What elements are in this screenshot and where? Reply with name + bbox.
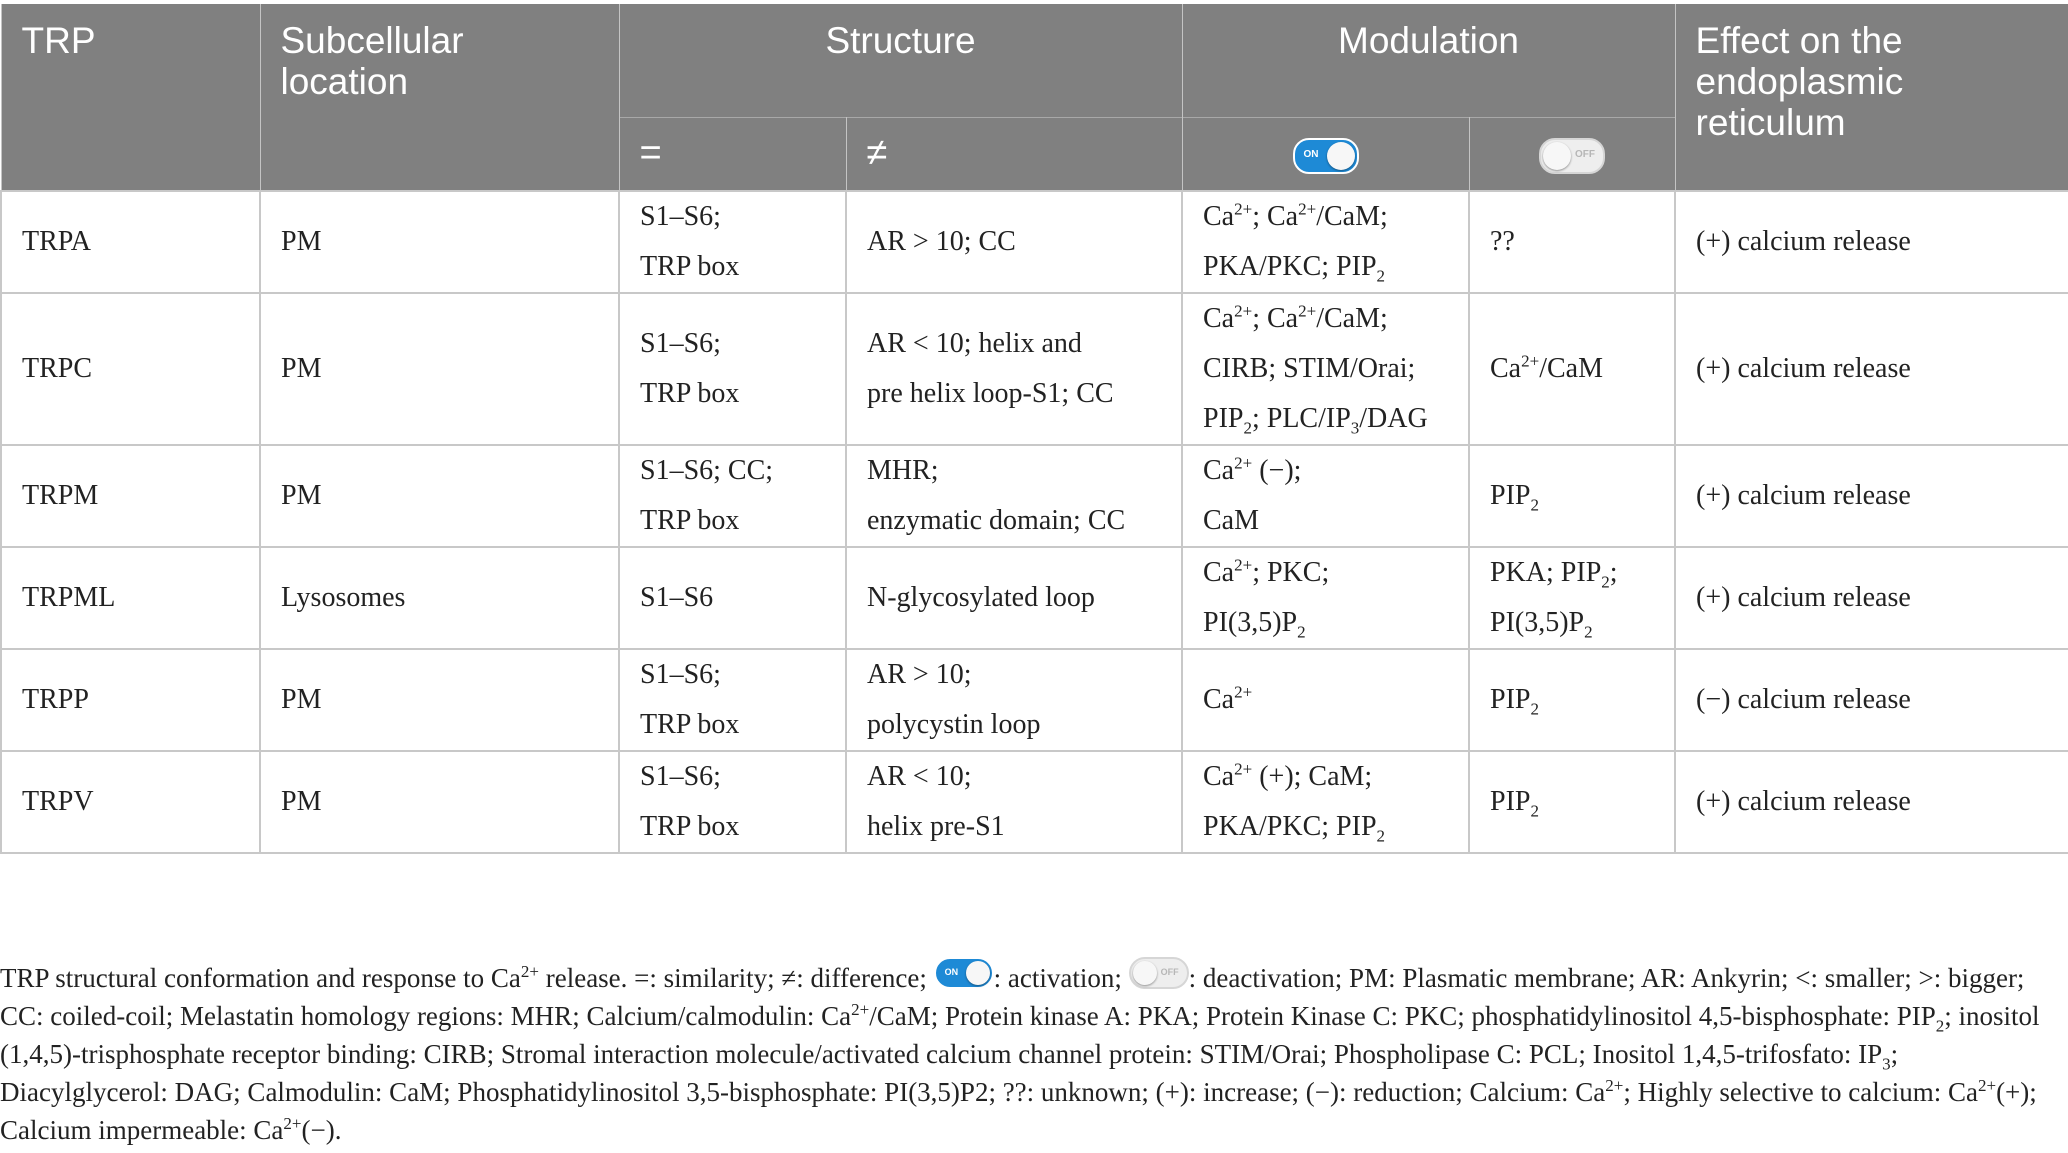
cell-similarity-line: S1–S6; xyxy=(640,200,721,232)
cell-effect: (+) calcium release xyxy=(1675,751,2068,853)
cell-activation-line: $Ca^{2+}$; $Ca^{2+}$/CaM; xyxy=(1203,199,1388,232)
cell-trp: TRPV xyxy=(1,751,260,853)
footnote-activation: : activation; xyxy=(993,963,1129,993)
cell-deactivation xyxy=(1469,293,1675,445)
cell-similarity xyxy=(619,649,846,751)
header-effect-line: reticulum xyxy=(1695,102,1846,143)
cell-similarity-line: S1–S6; CC; xyxy=(640,454,774,486)
cell-location: PM xyxy=(260,191,619,293)
cell-deactivation-line: $PIP_2$ xyxy=(1490,479,1539,515)
cell-similarity xyxy=(619,445,846,547)
trp-table xyxy=(0,4,2068,854)
cell-similarity xyxy=(619,547,846,649)
cell-location: PM xyxy=(260,293,619,445)
header-effect xyxy=(1675,4,2068,191)
cell-deactivation xyxy=(1469,445,1675,547)
cell-activation-line: CIRB; STIM/Orai; xyxy=(1203,352,1416,384)
cell-deactivation-line: $Ca^{2+}$/CaM xyxy=(1490,351,1603,384)
cell-similarity xyxy=(619,191,846,293)
cell-deactivation-line: PKA; $PIP_2$; xyxy=(1490,556,1618,592)
table-row xyxy=(1,293,2068,445)
table-body xyxy=(1,191,2068,853)
toggle-on-icon: ON xyxy=(934,957,994,989)
cell-location: Lysosomes xyxy=(260,547,619,649)
cell-activation-line: $Ca^{2+}$ (−); xyxy=(1203,453,1302,486)
cell-deactivation-line: $PIP_2$ xyxy=(1490,785,1539,821)
toggle-off-icon: OFF xyxy=(1129,957,1189,989)
cell-deactivation xyxy=(1469,649,1675,751)
cell-effect: (−) calcium release xyxy=(1675,649,2068,751)
cell-difference xyxy=(846,191,1182,293)
cell-difference-line: AR < 10; xyxy=(867,760,972,792)
cell-difference-line: enzymatic domain; CC xyxy=(867,504,1126,536)
cell-trp: TRPC xyxy=(1,293,260,445)
footnote-abbreviations: : deactivation; PM: Plasmatic membrane; AR: Ankyrin; <: smaller; >: bigger; CC: coiled-coil; Melastatin homology regions: MHR; Calcium/calmodulin: $Ca^{2+}$/CaM; Protein kinase A: PKA; Protein Kinase C: PKC; phosphatidylinositol 4,5-bisphosphate: $PIP_2$; inositol (1,4,5)-trisphosphate receptor binding: CIRB; Stromal interaction molecule/activated calcium channel protein: STIM/Orai; Phospholipase C: PCL; Inositol 1,4,5-trifosfato: $IP_3$; Diacylglycerol: DAG; Calmodulin: CaM; Phosphatidylinositol 3,5-bisphosphate: PI(3,5)P2; ??: unknown; (+): increase; (−): reduction; Calcium: $Ca^{2+}$; Highly selective to calcium: $Ca^{2+}(+)$; Calcium impermeable: $Ca^{2+}(-)$. xyxy=(0,963,2040,1145)
cell-activation xyxy=(1182,445,1469,547)
header-location-line: Subcellular xyxy=(280,20,464,61)
cell-activation-line: $PI(3,5)P_2$ xyxy=(1203,606,1306,642)
cell-difference xyxy=(846,445,1182,547)
cell-activation-line: PKA/PKC; $PIP_2$ xyxy=(1203,810,1386,846)
toggle-off-icon: OFF xyxy=(1539,138,1605,174)
cell-deactivation-line: ?? xyxy=(1490,225,1515,257)
header-modulation: Modulation xyxy=(1182,4,1675,117)
header-difference: ≠ xyxy=(846,117,1182,191)
header-subcellular-location xyxy=(260,4,619,191)
header-effect-line: Effect on the xyxy=(1695,20,1903,61)
table-row xyxy=(1,191,2068,293)
cell-activation-line: PKA/PKC; $PIP_2$ xyxy=(1203,250,1386,286)
cell-similarity-line: TRP box xyxy=(640,250,740,282)
cell-trp: TRPA xyxy=(1,191,260,293)
cell-effect: (+) calcium release xyxy=(1675,293,2068,445)
cell-activation xyxy=(1182,751,1469,853)
header-trp: TRP xyxy=(1,4,260,191)
cell-difference-line: polycystin loop xyxy=(867,708,1041,740)
cell-similarity-line: S1–S6; xyxy=(640,760,721,792)
cell-effect: (+) calcium release xyxy=(1675,445,2068,547)
cell-similarity-line: S1–S6; xyxy=(640,327,721,359)
cell-activation xyxy=(1182,191,1469,293)
cell-similarity-line: S1–S6 xyxy=(640,581,714,613)
header-effect-line: endoplasmic xyxy=(1695,61,1904,102)
cell-deactivation xyxy=(1469,751,1675,853)
cell-difference xyxy=(846,751,1182,853)
cell-activation-line: CaM xyxy=(1203,504,1259,536)
cell-similarity-line: TRP box xyxy=(640,377,740,409)
cell-deactivation xyxy=(1469,191,1675,293)
table-footnote xyxy=(0,957,2060,1149)
cell-difference-line: AR > 10; xyxy=(867,658,972,690)
cell-activation xyxy=(1182,649,1469,751)
cell-activation-line: $Ca^{2+}$; $Ca^{2+}$/CaM; xyxy=(1203,301,1388,334)
cell-activation-line: $PIP_2$; PLC/$IP_3$/DAG xyxy=(1203,402,1428,438)
table-row xyxy=(1,445,2068,547)
header-location-line: location xyxy=(280,61,409,102)
cell-difference-line: MHR; xyxy=(867,454,939,486)
header-activation xyxy=(1182,117,1469,191)
cell-activation xyxy=(1182,547,1469,649)
cell-difference xyxy=(846,547,1182,649)
table-row xyxy=(1,649,2068,751)
cell-similarity-line: TRP box xyxy=(640,708,740,740)
cell-location: PM xyxy=(260,649,619,751)
toggle-on-icon: ON xyxy=(1293,138,1359,174)
cell-similarity xyxy=(619,751,846,853)
cell-difference xyxy=(846,649,1182,751)
cell-trp: TRPML xyxy=(1,547,260,649)
table-header xyxy=(1,4,2068,191)
cell-similarity-line: TRP box xyxy=(640,504,740,536)
cell-effect: (+) calcium release xyxy=(1675,547,2068,649)
cell-deactivation xyxy=(1469,547,1675,649)
cell-effect: (+) calcium release xyxy=(1675,191,2068,293)
cell-difference-line: N-glycosylated loop xyxy=(867,581,1095,613)
table-row xyxy=(1,547,2068,649)
header-deactivation xyxy=(1469,117,1675,191)
cell-activation xyxy=(1182,293,1469,445)
cell-similarity xyxy=(619,293,846,445)
cell-difference-line: AR > 10; CC xyxy=(867,225,1016,257)
cell-activation-line: $Ca^{2+}$ xyxy=(1203,682,1253,715)
header-structure: Structure xyxy=(619,4,1182,117)
cell-similarity-line: TRP box xyxy=(640,810,740,842)
cell-trp: TRPM xyxy=(1,445,260,547)
cell-activation-line: $Ca^{2+}$ (+); CaM; xyxy=(1203,759,1373,792)
cell-activation-line: $Ca^{2+}$; PKC; xyxy=(1203,555,1330,588)
cell-difference-line: pre helix loop-S1; CC xyxy=(867,377,1114,409)
cell-trp: TRPP xyxy=(1,649,260,751)
table-row xyxy=(1,751,2068,853)
cell-deactivation-line: $PI(3,5)P_2$ xyxy=(1490,606,1593,642)
footnote-intro: TRP structural conformation and response to $Ca^{2+}$ release. =: similarity; ≠: difference; xyxy=(0,962,934,993)
cell-deactivation-line: $PIP_2$ xyxy=(1490,683,1539,719)
cell-similarity-line: S1–S6; xyxy=(640,658,721,690)
cell-difference-line: helix pre-S1 xyxy=(867,810,1005,842)
cell-difference-line: AR < 10; helix and xyxy=(867,327,1082,359)
cell-location: PM xyxy=(260,751,619,853)
cell-difference xyxy=(846,293,1182,445)
cell-location: PM xyxy=(260,445,619,547)
header-similarity: = xyxy=(619,117,846,191)
